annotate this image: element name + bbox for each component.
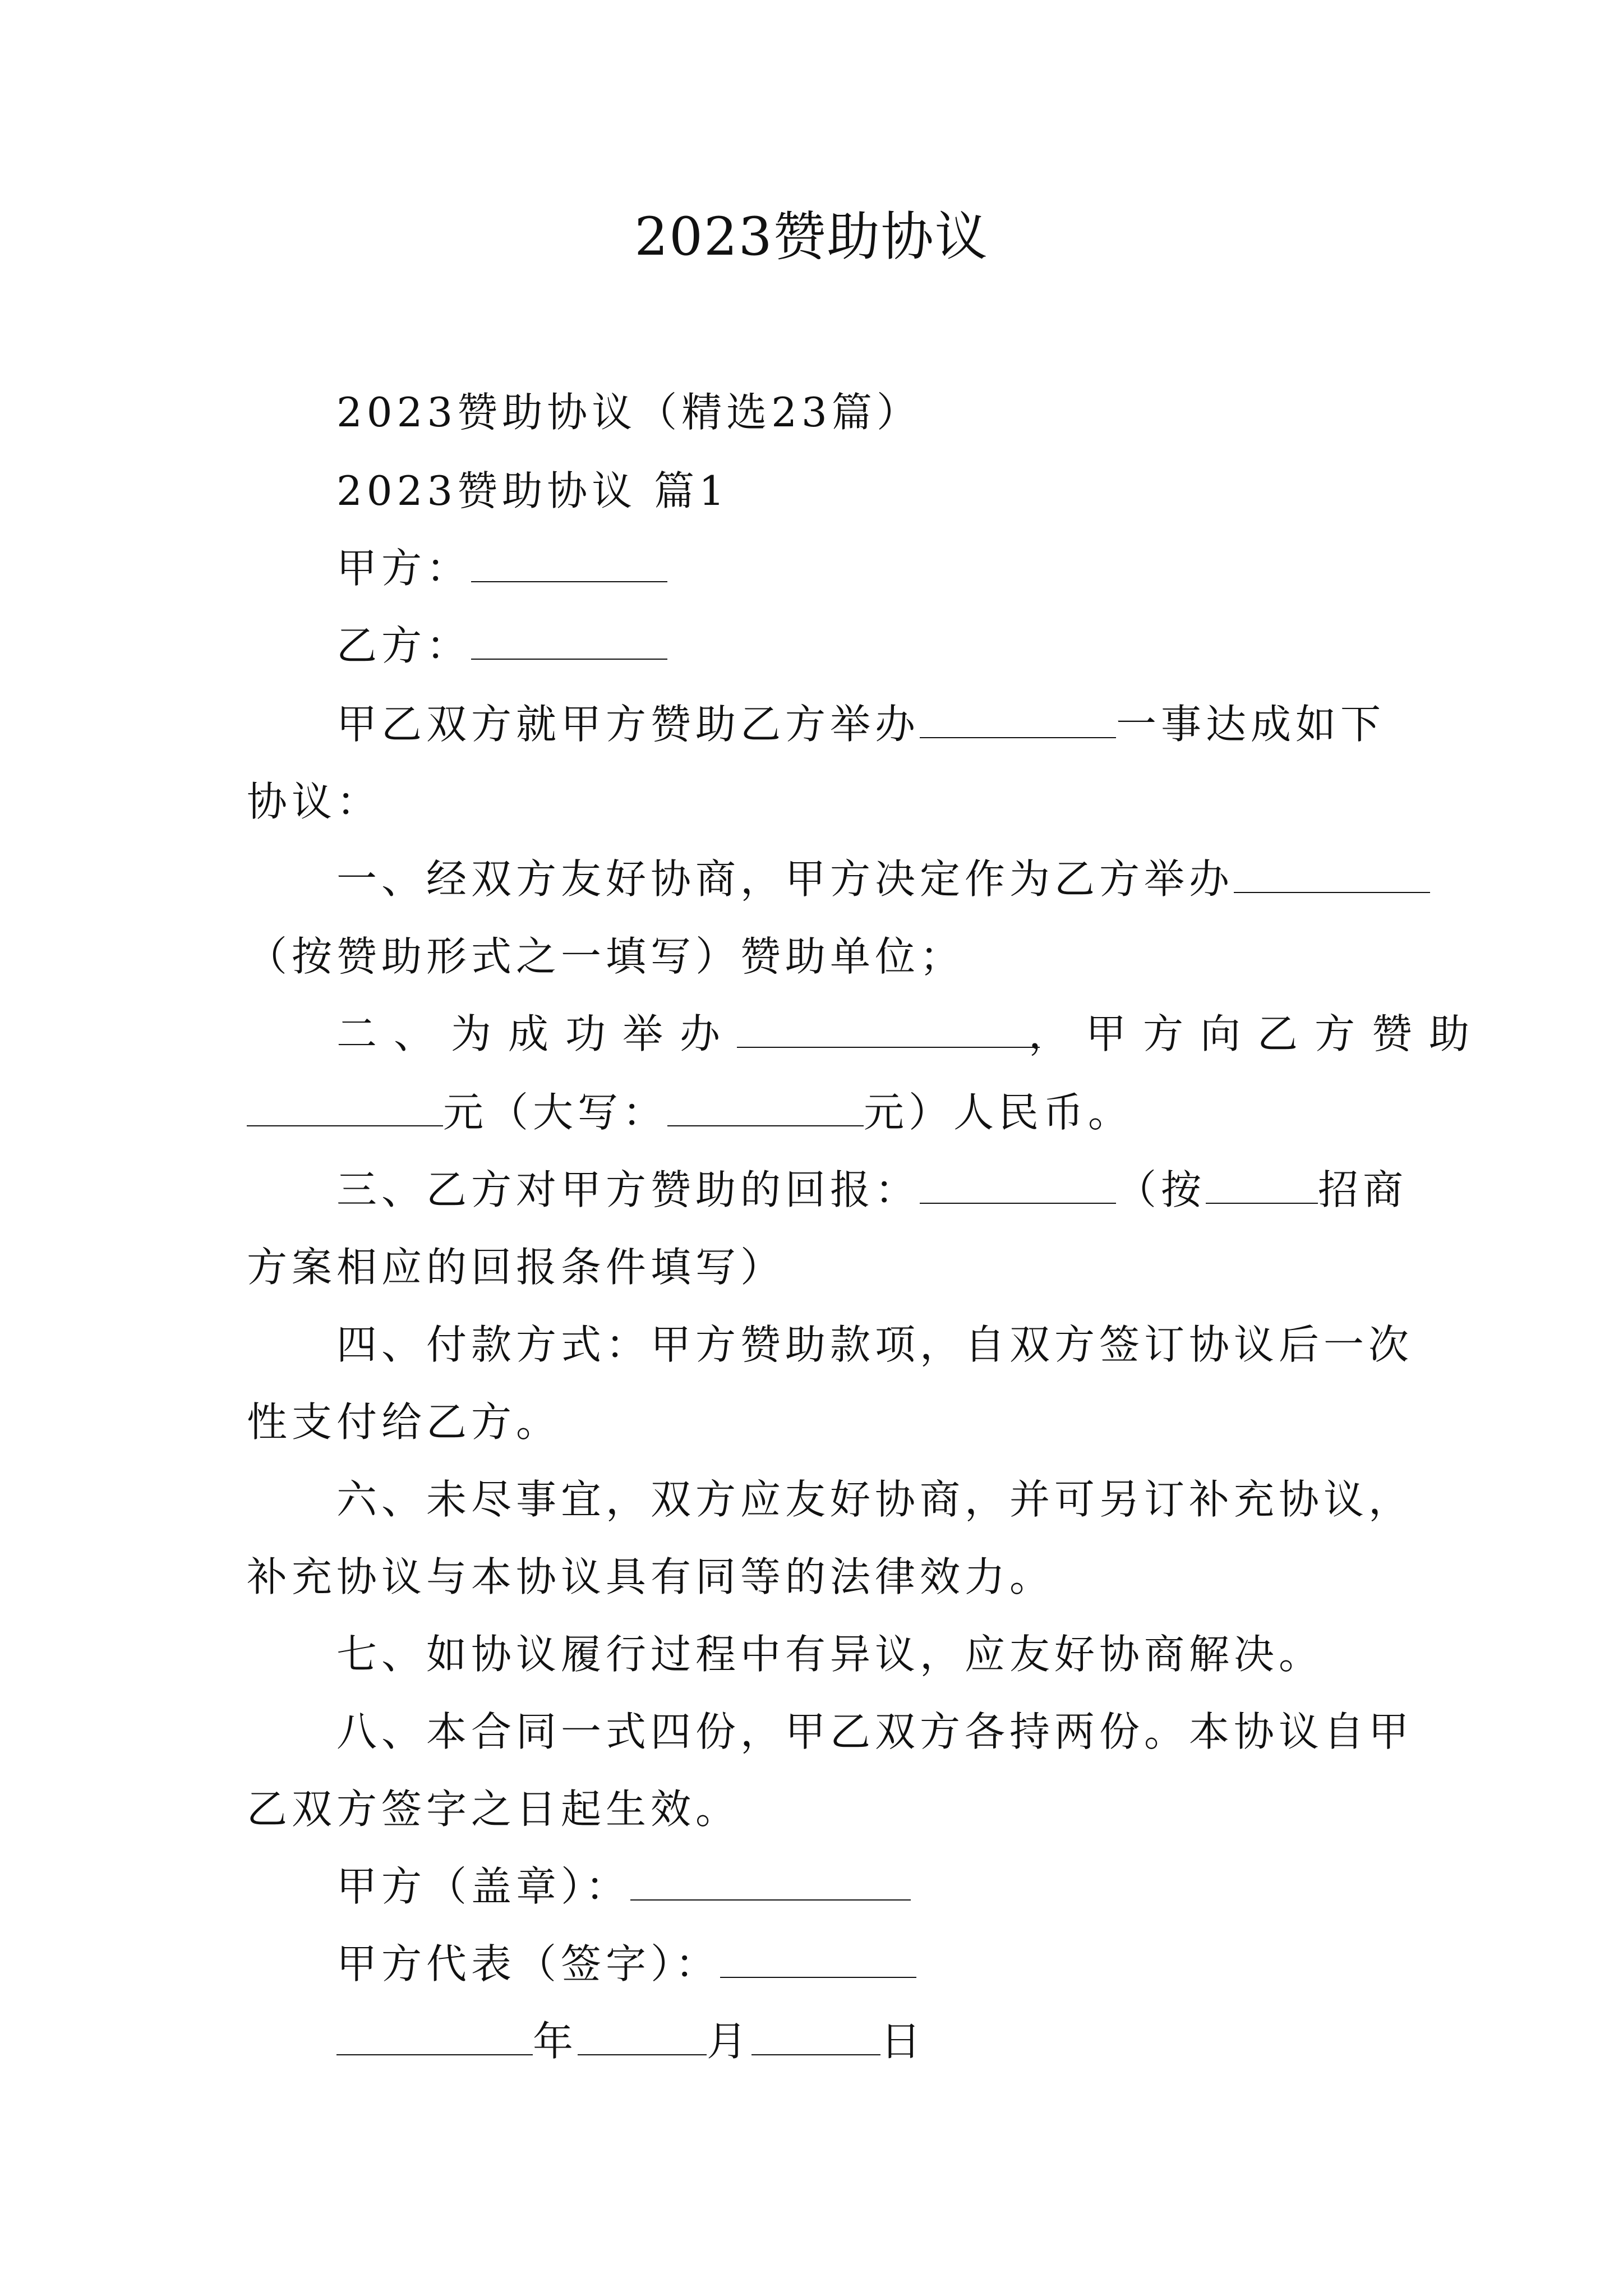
intro-line-1 xyxy=(336,699,1385,749)
clause-2-line-1 xyxy=(336,1009,1486,1059)
seal-blank[interactable] xyxy=(630,1865,911,1901)
clause-1-line-1 xyxy=(336,854,1430,904)
clause-7-line-1: 七、如协议履行过程中有异议，应友好协商解决。 xyxy=(336,1631,1324,1678)
document-title: 2023赞助协议 xyxy=(634,206,989,268)
intro-text-a: 甲乙双方就甲方赞助乙方举办 xyxy=(336,701,920,748)
sponsor-type-blank[interactable] xyxy=(1234,857,1430,893)
clause-2-line-2 xyxy=(247,1087,1133,1138)
plan-name-blank[interactable] xyxy=(1206,1168,1318,1204)
party-b-blank[interactable] xyxy=(471,624,667,660)
clause-6-line-1: 六、未尽事宜，双方应友好协商，并可另订补充协议， xyxy=(336,1476,1414,1523)
seal-line xyxy=(336,1861,911,1912)
party-a-blank[interactable] xyxy=(471,546,667,582)
clause-3-text-a: 三、乙方对甲方赞助的回报： xyxy=(336,1166,920,1213)
intro-text-b: 一事达成如下 xyxy=(1116,701,1386,748)
amount-uppercase-blank[interactable] xyxy=(667,1091,864,1126)
day-blank[interactable] xyxy=(751,2019,880,2055)
clause-2-text-b: ，甲方向乙方赞助 xyxy=(1029,1010,1487,1057)
section-heading: 2023赞助协议 篇1 xyxy=(336,467,729,514)
clause-8-line-1: 八、本合同一式四份，甲乙双方各持两份。本协议自甲 xyxy=(336,1708,1414,1755)
date-line xyxy=(336,2016,925,2067)
party-a-line xyxy=(336,543,667,593)
signature-blank[interactable] xyxy=(720,1942,916,1978)
month-blank[interactable] xyxy=(578,2019,707,2055)
clause-3-line-2: 方案相应的回报条件填写） xyxy=(247,1244,786,1291)
clause-3-text-c: 招商 xyxy=(1318,1166,1408,1213)
clause-6-line-2: 补充协议与本协议具有同等的法律效力。 xyxy=(247,1553,1055,1600)
clause-3-line-1 xyxy=(336,1165,1408,1215)
clause-4-line-1: 四、付款方式：甲方赞助款项，自双方签订协议后一次 xyxy=(336,1321,1414,1368)
intro-line-2: 协议： xyxy=(247,778,382,825)
clause-3-text-b: （按 xyxy=(1116,1166,1206,1213)
document-subtitle: 2023赞助协议（精选23篇） xyxy=(336,389,921,436)
clause-2-text-a: 二、为成功举办 xyxy=(336,1010,737,1057)
seal-label: 甲方（盖章）： xyxy=(336,1863,631,1910)
event-name-blank[interactable] xyxy=(920,702,1116,738)
clause-2-text-c: 元（大写： xyxy=(443,1089,668,1136)
year-blank[interactable] xyxy=(336,2019,533,2055)
return-blank[interactable] xyxy=(920,1168,1116,1204)
clause-2-event-blank[interactable] xyxy=(737,1012,1040,1048)
clause-4-line-2: 性支付给乙方。 xyxy=(247,1398,561,1446)
party-a-label: 甲方： xyxy=(336,545,472,592)
year-label: 年 xyxy=(533,2018,578,2065)
clause-1-text: 一、经双方友好协商，甲方决定作为乙方举办 xyxy=(336,855,1234,903)
representative-label: 甲方代表（签字）： xyxy=(336,1940,721,1987)
party-b-line xyxy=(336,620,667,671)
clause-2-text-d: 元）人民币。 xyxy=(864,1089,1133,1136)
amount-blank[interactable] xyxy=(247,1091,443,1126)
representative-line xyxy=(336,1939,916,1989)
clause-8-line-2: 乙双方签字之日起生效。 xyxy=(247,1786,741,1833)
month-label: 月 xyxy=(707,2018,752,2065)
party-b-label: 乙方： xyxy=(336,622,472,669)
clause-1-line-2: （按赞助形式之一填写）赞助单位； xyxy=(247,933,965,980)
day-label: 日 xyxy=(880,2018,926,2065)
